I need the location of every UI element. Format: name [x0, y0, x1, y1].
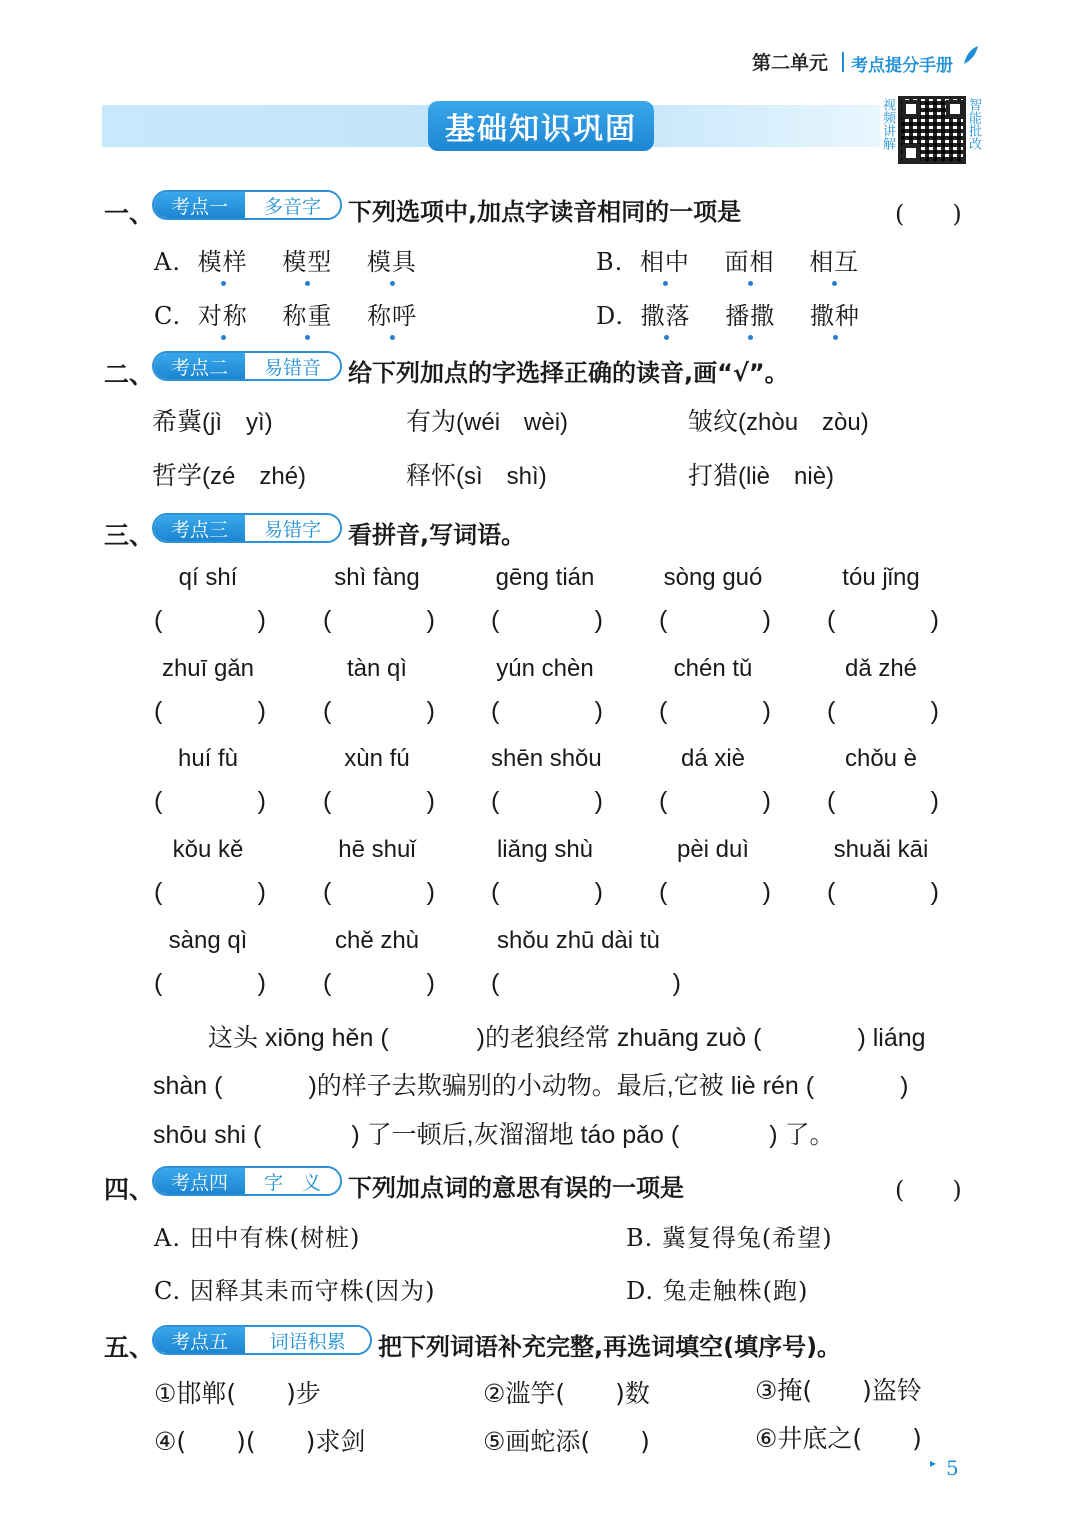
pinyin-prompt: qí shí	[178, 564, 238, 591]
page-arrow-icon: ▸	[930, 1456, 937, 1470]
reading-item: 皱纹(zhòu zòu)	[688, 407, 869, 436]
option-d: D. 兔走触株(跑)	[626, 1277, 809, 1305]
idiom-item[interactable]: ⑤画蛇添( )	[483, 1427, 650, 1456]
tag-topic: 字 义	[245, 1168, 340, 1194]
answer-blank[interactable]: ( )	[895, 1176, 962, 1204]
passage-line: shàn ( )的样子去欺骗别的小动物。最后,它被 liè rén ( )	[153, 1072, 909, 1100]
option-c: C. 对称 称重 称呼	[154, 296, 417, 331]
answer-box[interactable]: ( )	[491, 606, 603, 634]
option-word: 称重	[282, 302, 332, 330]
pinyin-prompt: chě zhù	[334, 927, 420, 954]
passage-line: shōu shi ( ) 了一顿后,灰溜溜地 táo pǎo ( ) 了。	[153, 1121, 835, 1149]
header-divider	[842, 52, 844, 72]
reading-item: 哲学(zé zhé)	[152, 461, 307, 490]
answer-box[interactable]: ( )	[323, 878, 435, 906]
question-number: 一、	[104, 199, 155, 228]
option-word: 对称	[198, 302, 248, 330]
reading-item: 打猎(liè niè)	[688, 461, 835, 490]
answer-box[interactable]: ( )	[323, 787, 435, 815]
option-word: 面相	[725, 248, 775, 276]
answer-blank[interactable]: ( )	[895, 200, 962, 228]
pinyin-prompt: yún chèn	[496, 655, 594, 682]
pinyin-prompt: chén tǔ	[673, 655, 753, 682]
answer-box[interactable]: ( )	[491, 787, 603, 815]
option-d: D. 撒落 播撒 撒种	[596, 296, 860, 331]
question-number: 五、	[104, 1333, 155, 1362]
qr-code[interactable]	[898, 96, 968, 166]
answer-box[interactable]: ( )	[827, 697, 939, 725]
pinyin-prompt: pèi duì	[676, 836, 750, 863]
question-instruction: 看拼音,写词语。	[348, 521, 526, 549]
tag-topic: 易错音	[245, 353, 340, 379]
question-number: 二、	[104, 360, 155, 389]
answer-box[interactable]: ( )	[154, 697, 266, 725]
tag-topic: 易错字	[245, 515, 340, 541]
pinyin-prompt: huí fù	[177, 745, 239, 772]
unit-title: 第二单元	[752, 52, 829, 74]
topic-tag	[152, 1166, 342, 1196]
answer-box[interactable]: ( )	[659, 878, 771, 906]
pinyin-prompt: kǒu kě	[172, 836, 244, 863]
option-b: B. 冀复得兔(希望)	[626, 1224, 833, 1252]
tag-point: 考点五	[154, 1327, 245, 1353]
topic-tag	[152, 513, 342, 543]
idiom-item[interactable]: ④( )( )求剑	[154, 1427, 366, 1456]
pinyin-prompt: sòng guó	[663, 564, 763, 591]
answer-box[interactable]: ( )	[827, 606, 939, 634]
answer-box[interactable]: ( )	[323, 969, 435, 997]
option-word: 撒落	[641, 302, 691, 330]
pinyin-prompt: dá xiè	[680, 745, 746, 772]
option-word: 模具	[367, 248, 417, 276]
pinyin-prompt: xùn fú	[344, 745, 410, 772]
idiom-item[interactable]: ①邯郸( )步	[154, 1379, 321, 1408]
page-number: 5	[946, 1456, 959, 1480]
question-instruction: 把下列词语补充完整,再选词填空(填序号)。	[378, 1333, 842, 1361]
option-word: 称呼	[367, 302, 417, 330]
tag-point: 考点三	[154, 515, 245, 541]
answer-box[interactable]: ( )	[659, 787, 771, 815]
pinyin-prompt: gēng tián	[495, 564, 595, 591]
option-word: 相互	[809, 248, 859, 276]
option-word: 相中	[640, 248, 690, 276]
pinyin-prompt: tàn qì	[346, 655, 408, 682]
question-instruction: 下列选项中,加点字读音相同的一项是	[348, 198, 742, 226]
idiom-item[interactable]: ③掩( )盗铃	[755, 1376, 922, 1405]
book-title: 考点提分手册	[851, 56, 953, 76]
question-instruction: 下列加点词的意思有误的一项是	[348, 1174, 684, 1202]
pinyin-prompt: shēn shǒu	[491, 745, 602, 772]
answer-box[interactable]: ( )	[154, 878, 266, 906]
reading-item: 希冀(jì yì)	[152, 407, 273, 436]
answer-box[interactable]: ( )	[491, 878, 603, 906]
pinyin-prompt: chǒu è	[844, 745, 918, 772]
answer-box[interactable]: ( )	[491, 969, 681, 997]
question-instruction: 给下列加点的字选择正确的读音,画“√”。	[348, 359, 789, 387]
option-word: 播撒	[725, 302, 775, 330]
pinyin-prompt: hē shuǐ	[338, 836, 416, 863]
answer-box[interactable]: ( )	[154, 969, 266, 997]
qr-label-left: 视频讲解	[880, 98, 895, 150]
pinyin-prompt: dǎ zhé	[844, 655, 918, 682]
answer-box[interactable]: ( )	[154, 606, 266, 634]
question-number: 三、	[104, 521, 155, 550]
option-word: 模样	[198, 248, 248, 276]
topic-tag	[152, 351, 342, 381]
answer-box[interactable]: ( )	[659, 697, 771, 725]
idiom-item[interactable]: ⑥井底之( )	[755, 1424, 922, 1453]
option-c: C. 因释其耒而守株(因为)	[154, 1277, 436, 1305]
reading-item: 有为(wéi wèi)	[406, 407, 569, 436]
tag-point: 考点一	[154, 192, 245, 218]
option-word: 撒种	[810, 302, 860, 330]
pinyin-prompt: zhuī gǎn	[161, 655, 255, 682]
option-a: A. 田中有株(树桩)	[154, 1224, 361, 1252]
pinyin-prompt: shì fàng	[334, 564, 420, 591]
answer-box[interactable]: ( )	[827, 878, 939, 906]
idiom-item[interactable]: ②滥竽( )数	[483, 1379, 650, 1408]
option-b: B. 相中 面相 相互	[596, 242, 859, 277]
leaf-icon	[962, 44, 980, 68]
answer-box[interactable]: ( )	[491, 697, 603, 725]
tag-point: 考点二	[154, 353, 245, 379]
topic-tag	[152, 190, 342, 220]
answer-box[interactable]: ( )	[323, 606, 435, 634]
option-a: A. 模样 模型 模具	[154, 242, 417, 277]
passage-line: 这头 xiōng hěn ( )的老狼经常 zhuāng zuò ( ) liáng	[208, 1024, 926, 1052]
answer-box[interactable]: ( )	[827, 787, 939, 815]
pinyin-prompt: tóu jǐng	[842, 564, 920, 591]
tag-topic: 词语积累	[245, 1327, 370, 1353]
pinyin-prompt: shǒu zhū dài tù	[497, 927, 660, 954]
tag-point: 考点四	[154, 1168, 245, 1194]
answer-box[interactable]: ( )	[659, 606, 771, 634]
pinyin-prompt: shuǎi kāi	[833, 836, 929, 863]
answer-box[interactable]: ( )	[154, 787, 266, 815]
question-number: 四、	[104, 1175, 155, 1204]
topic-tag	[152, 1325, 372, 1355]
option-word: 模型	[282, 248, 332, 276]
tag-topic: 多音字	[245, 192, 340, 218]
section-title: 基础知识巩固	[428, 101, 654, 151]
pinyin-prompt: liǎng shù	[496, 836, 594, 863]
pinyin-prompt: sàng qì	[168, 927, 248, 954]
answer-box[interactable]: ( )	[323, 697, 435, 725]
reading-item: 释怀(sì shì)	[406, 461, 547, 490]
qr-label-right: 智能批改	[966, 98, 981, 150]
